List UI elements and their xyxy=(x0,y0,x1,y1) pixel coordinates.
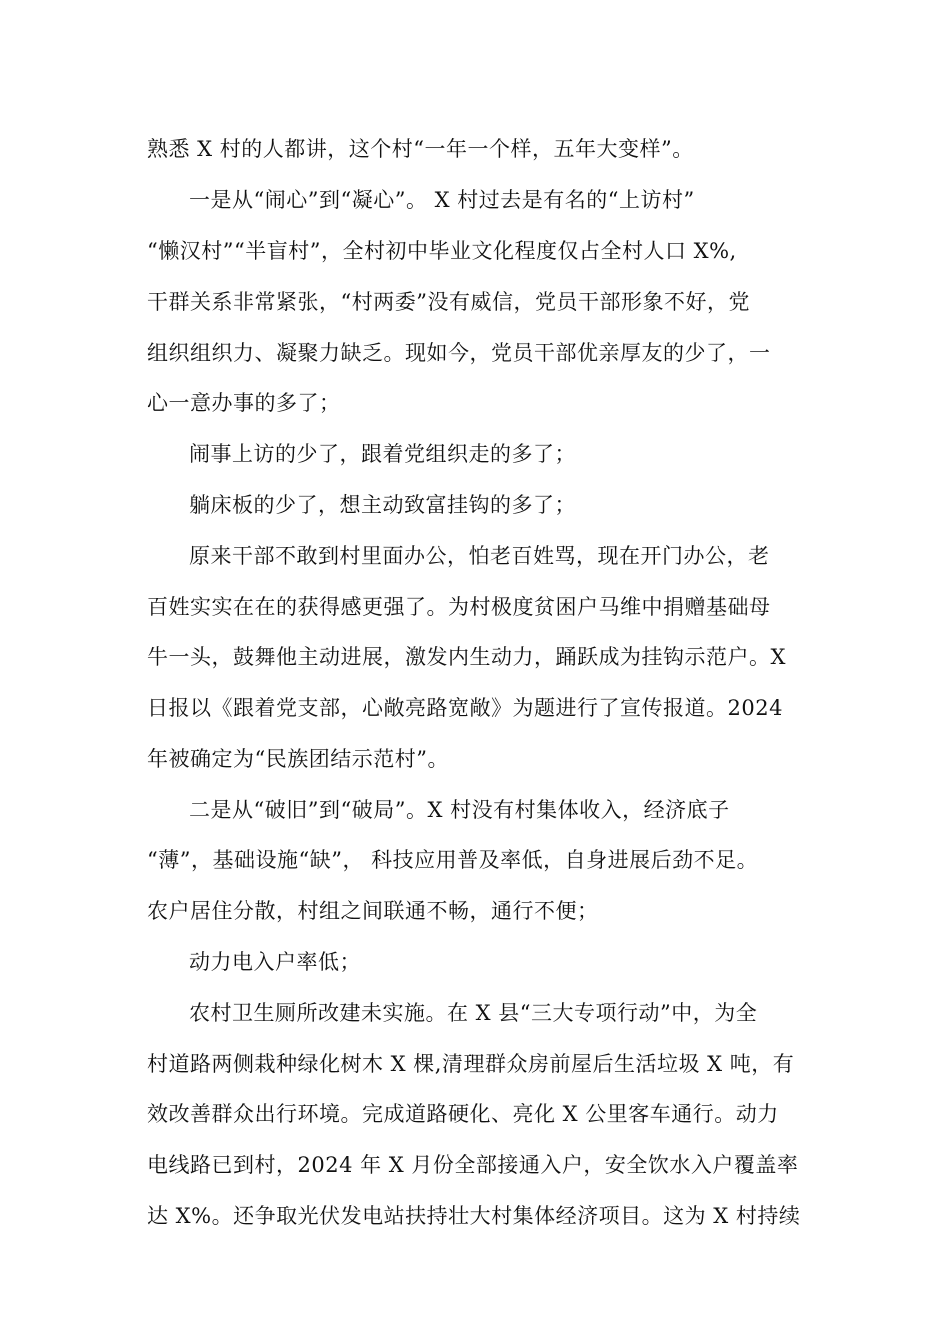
text-line: 日报以《跟着党支部，心敞亮路宽敞》为题进行了宣传报道。2024 xyxy=(147,696,783,720)
text-line: 组织组织力、凝聚力缺乏。现如今，党员干部优亲厚友的少了，一 xyxy=(147,341,771,365)
text-line: 村道路两侧栽种绿化树木 X 棵,清理群众房前屋后生活垃圾 X 吨，有 xyxy=(147,1052,795,1076)
text-line: 农户居住分散，村组之间联通不畅，通行不便； xyxy=(147,899,599,923)
paragraph-start-line: 农村卫生厕所改建未实施。在 X 县“三大专项行动”中，为全 xyxy=(189,1001,758,1025)
text-line: 年被确定为“民族团结示范村”。 xyxy=(147,747,449,771)
paragraph-start-line: 动力电入户率低； xyxy=(189,950,361,974)
text-line: “懒汉村”“半盲村”，全村初中毕业文化程度仅占全村人口 X%, xyxy=(147,239,737,263)
paragraph-start-line: 二是从“破旧”到“破局”。X 村没有村集体收入，经济底子 xyxy=(189,798,730,822)
text-line: 效改善群众出行环境。完成道路硬化、亮化 X 公里客车通行。动力 xyxy=(147,1102,779,1126)
paragraph-start-line: 闹事上访的少了，跟着党组织走的多了； xyxy=(189,442,576,466)
text-line: 熟悉 X 村的人都讲，这个村“一年一个样，五年大变样”。 xyxy=(147,137,694,161)
text-line: 电线路已到村，2024 年 X 月份全部接通入户，安全饮水入户覆盖率 xyxy=(147,1153,799,1177)
text-line: 百姓实实在在的获得感更强了。为村极度贫困户马维中捐赠基础母 xyxy=(147,595,771,619)
paragraph-start-line: 原来干部不敢到村里面办公，怕老百姓骂，现在开门办公，老 xyxy=(189,544,770,568)
paragraph-start-line: 一是从“闹心”到“凝心”。 X 村过去是有名的“上访村” xyxy=(189,188,695,212)
text-line: 达 X%。还争取光伏发电站扶持壮大村集体经济项目。这为 X 村持续 xyxy=(147,1204,801,1228)
text-line: 心一意办事的多了； xyxy=(147,391,341,415)
paragraph-start-line: 躺床板的少了，想主动致富挂钩的多了； xyxy=(189,493,576,517)
text-line: 干群关系非常紧张，“村两委”没有威信，党员干部形象不好，党 xyxy=(147,290,750,314)
text-line: 牛一头，鼓舞他主动进展，激发内生动力，踊跃成为挂钩示范户。X xyxy=(147,645,786,669)
text-line: “薄”，基础设施“缺”， 科技应用普及率低，自身进展后劲不足。 xyxy=(147,848,759,872)
